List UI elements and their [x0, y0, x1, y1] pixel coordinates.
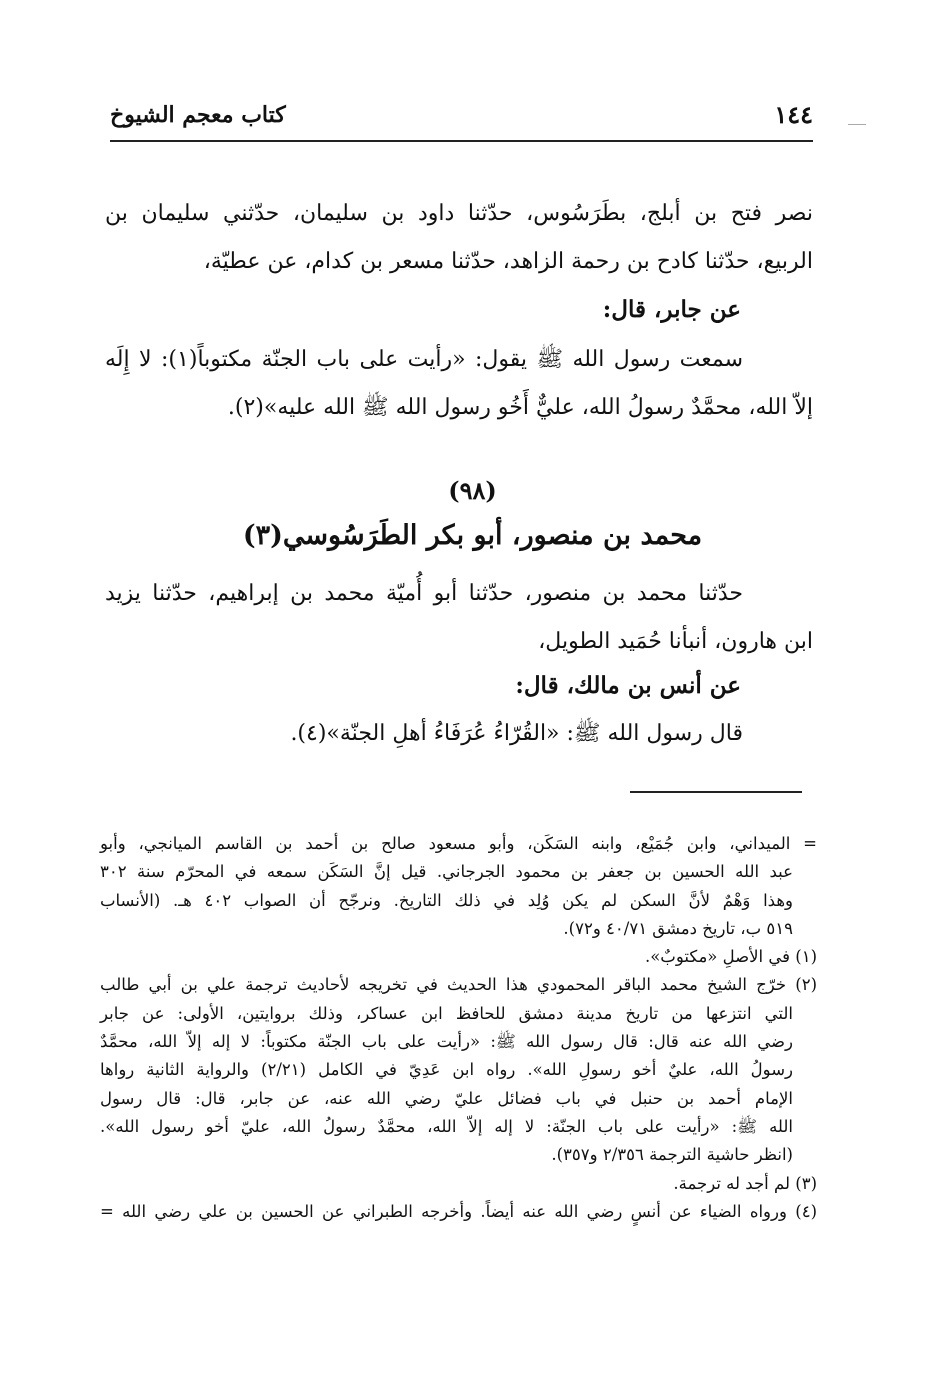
- footnote-2-line: (انظر حاشية الترجمة ٢/٣٥٦ و٣٥٧).: [551, 1145, 793, 1165]
- page-header: [110, 100, 813, 136]
- entry-title: محمد بن منصور، أبو بكر الطَرَسُوسي(٣): [242, 520, 703, 551]
- footnote-2-line: رسولُ الله، عليٌ أخو رسولِ الله». رواه ابن عَدِيّ في الكامل (٢/٢١) والرواية الثانية رواها: [100, 1060, 793, 1080]
- footnote-continued-line: عبد الله الحسين بن جعفر بن محمود الجرجاني. قيل إنَّ السَكَن سمعه في المحرّم سنة ٣٠٢: [100, 862, 793, 882]
- margin-mark: [848, 124, 866, 125]
- footnote-continued-line: = الميداني، وابن جُمَيْع، وابنه السَكَن، وأبو مسعود صالح بن أحمد بن القاسم الميانجي، وأبو: [100, 834, 817, 853]
- footnote-2-line: (٢) خرّج الشيخ محمد الباقر المحمودي هذا الحديث في تخريجه لأحاديث ترجمة علي بن أبي طالب: [100, 975, 817, 995]
- header-rule: [110, 140, 813, 142]
- hadith-line: سمعت رسول الله ﷺ يقول: «رأيت على باب الجنّة مكتوباً(١): لا إِلَه: [105, 347, 744, 372]
- footnote-continued-line: ٥١٩ ب، تاريخ دمشق ٤٠/٧١ و٧٢).: [563, 918, 793, 938]
- footnotes: [100, 830, 817, 1226]
- entry-98-chain: [105, 570, 813, 666]
- running-title: كتاب معجم الشيوخ: [110, 102, 286, 128]
- entry-98-hadith: [105, 710, 813, 758]
- narrator-line: عن أنس بن مالك، قال:: [515, 672, 741, 699]
- footnote-2-line: رضي الله عنه قال: قال رسول الله ﷺ: «رأيت على باب الجنّة مكتوباً: لا إله إلاّ الله، محمَّدٌ: [100, 1032, 793, 1052]
- chain-line: حدّثنا محمد بن منصور، حدّثنا أبو أُميّة محمد بن إبراهيم، حدّثنا يزيد: [105, 581, 743, 606]
- footnote-4: (٤) ورواه الضياء عن أنسٍ رضي الله عنه أيضاً. وأخرجه الطبراني عن الحسين بن علي رضي الله =: [100, 1201, 817, 1221]
- hadith-line: قال رسول الله ﷺ: «القُرّاءُ عُرَفَاءُ أهلِ الجنّة»(٤).: [290, 721, 743, 746]
- footnote-2-line: التي انتزعها من تاريخ مدينة دمشق للحافظ ابن عساكر، وذلك بروايتين، الأولى: عن جابر: [100, 1003, 793, 1023]
- footnote-2-line: الإمام أحمد بن حنبل في باب فضائل عليّ رضي الله عنه، عن جابر، قال: قال رسول: [100, 1088, 793, 1108]
- footnote-continued-line: وهذا وَهْمٌ لأنَّ السكن لم يكن وُلِد في ذلك التاريخ. ونرجّح أن الصواب ٤٠٢ هـ. (الأنساب: [100, 890, 794, 910]
- hadith-line: إلاّ الله، محمَّدٌ رسولُ الله، عليٌّ أَخُو رسول الله ﷺ الله عليه»(٢).: [227, 395, 813, 420]
- footnote-separator: [630, 791, 802, 793]
- footnote-2-line: الله ﷺ: «رأيت على باب الجنّة: لا إله إلاّ الله، محمَّدٌ رسولُ الله، عليّ أخو رسول الله».: [100, 1116, 793, 1136]
- chain-line: الربيع، حدّثنا كادح بن رحمة الزاهد، حدّثنا مسعر بن كدام، عن عطيّة،: [203, 249, 813, 274]
- entry-97-chain: [105, 190, 813, 286]
- entry-number: (٩٨): [448, 476, 497, 505]
- page-number: ١٤٤: [774, 100, 813, 129]
- chain-line: ابن هارون، أنبأنا حُمَيد الطويل،: [538, 629, 813, 654]
- footnote-1: (١) في الأصلِ «مكتوبٌ».: [644, 947, 817, 967]
- footnote-3: (٣) لم أجد له ترجمة.: [673, 1173, 817, 1193]
- chain-line: نصر فتح بن أبلج، بطَرَسُوس، حدّثنا داود بن سليمان، حدّثني سليمان بن: [105, 201, 813, 226]
- narrator-line: عن جابر، قال:: [602, 296, 741, 323]
- entry-97-hadith: [105, 336, 813, 432]
